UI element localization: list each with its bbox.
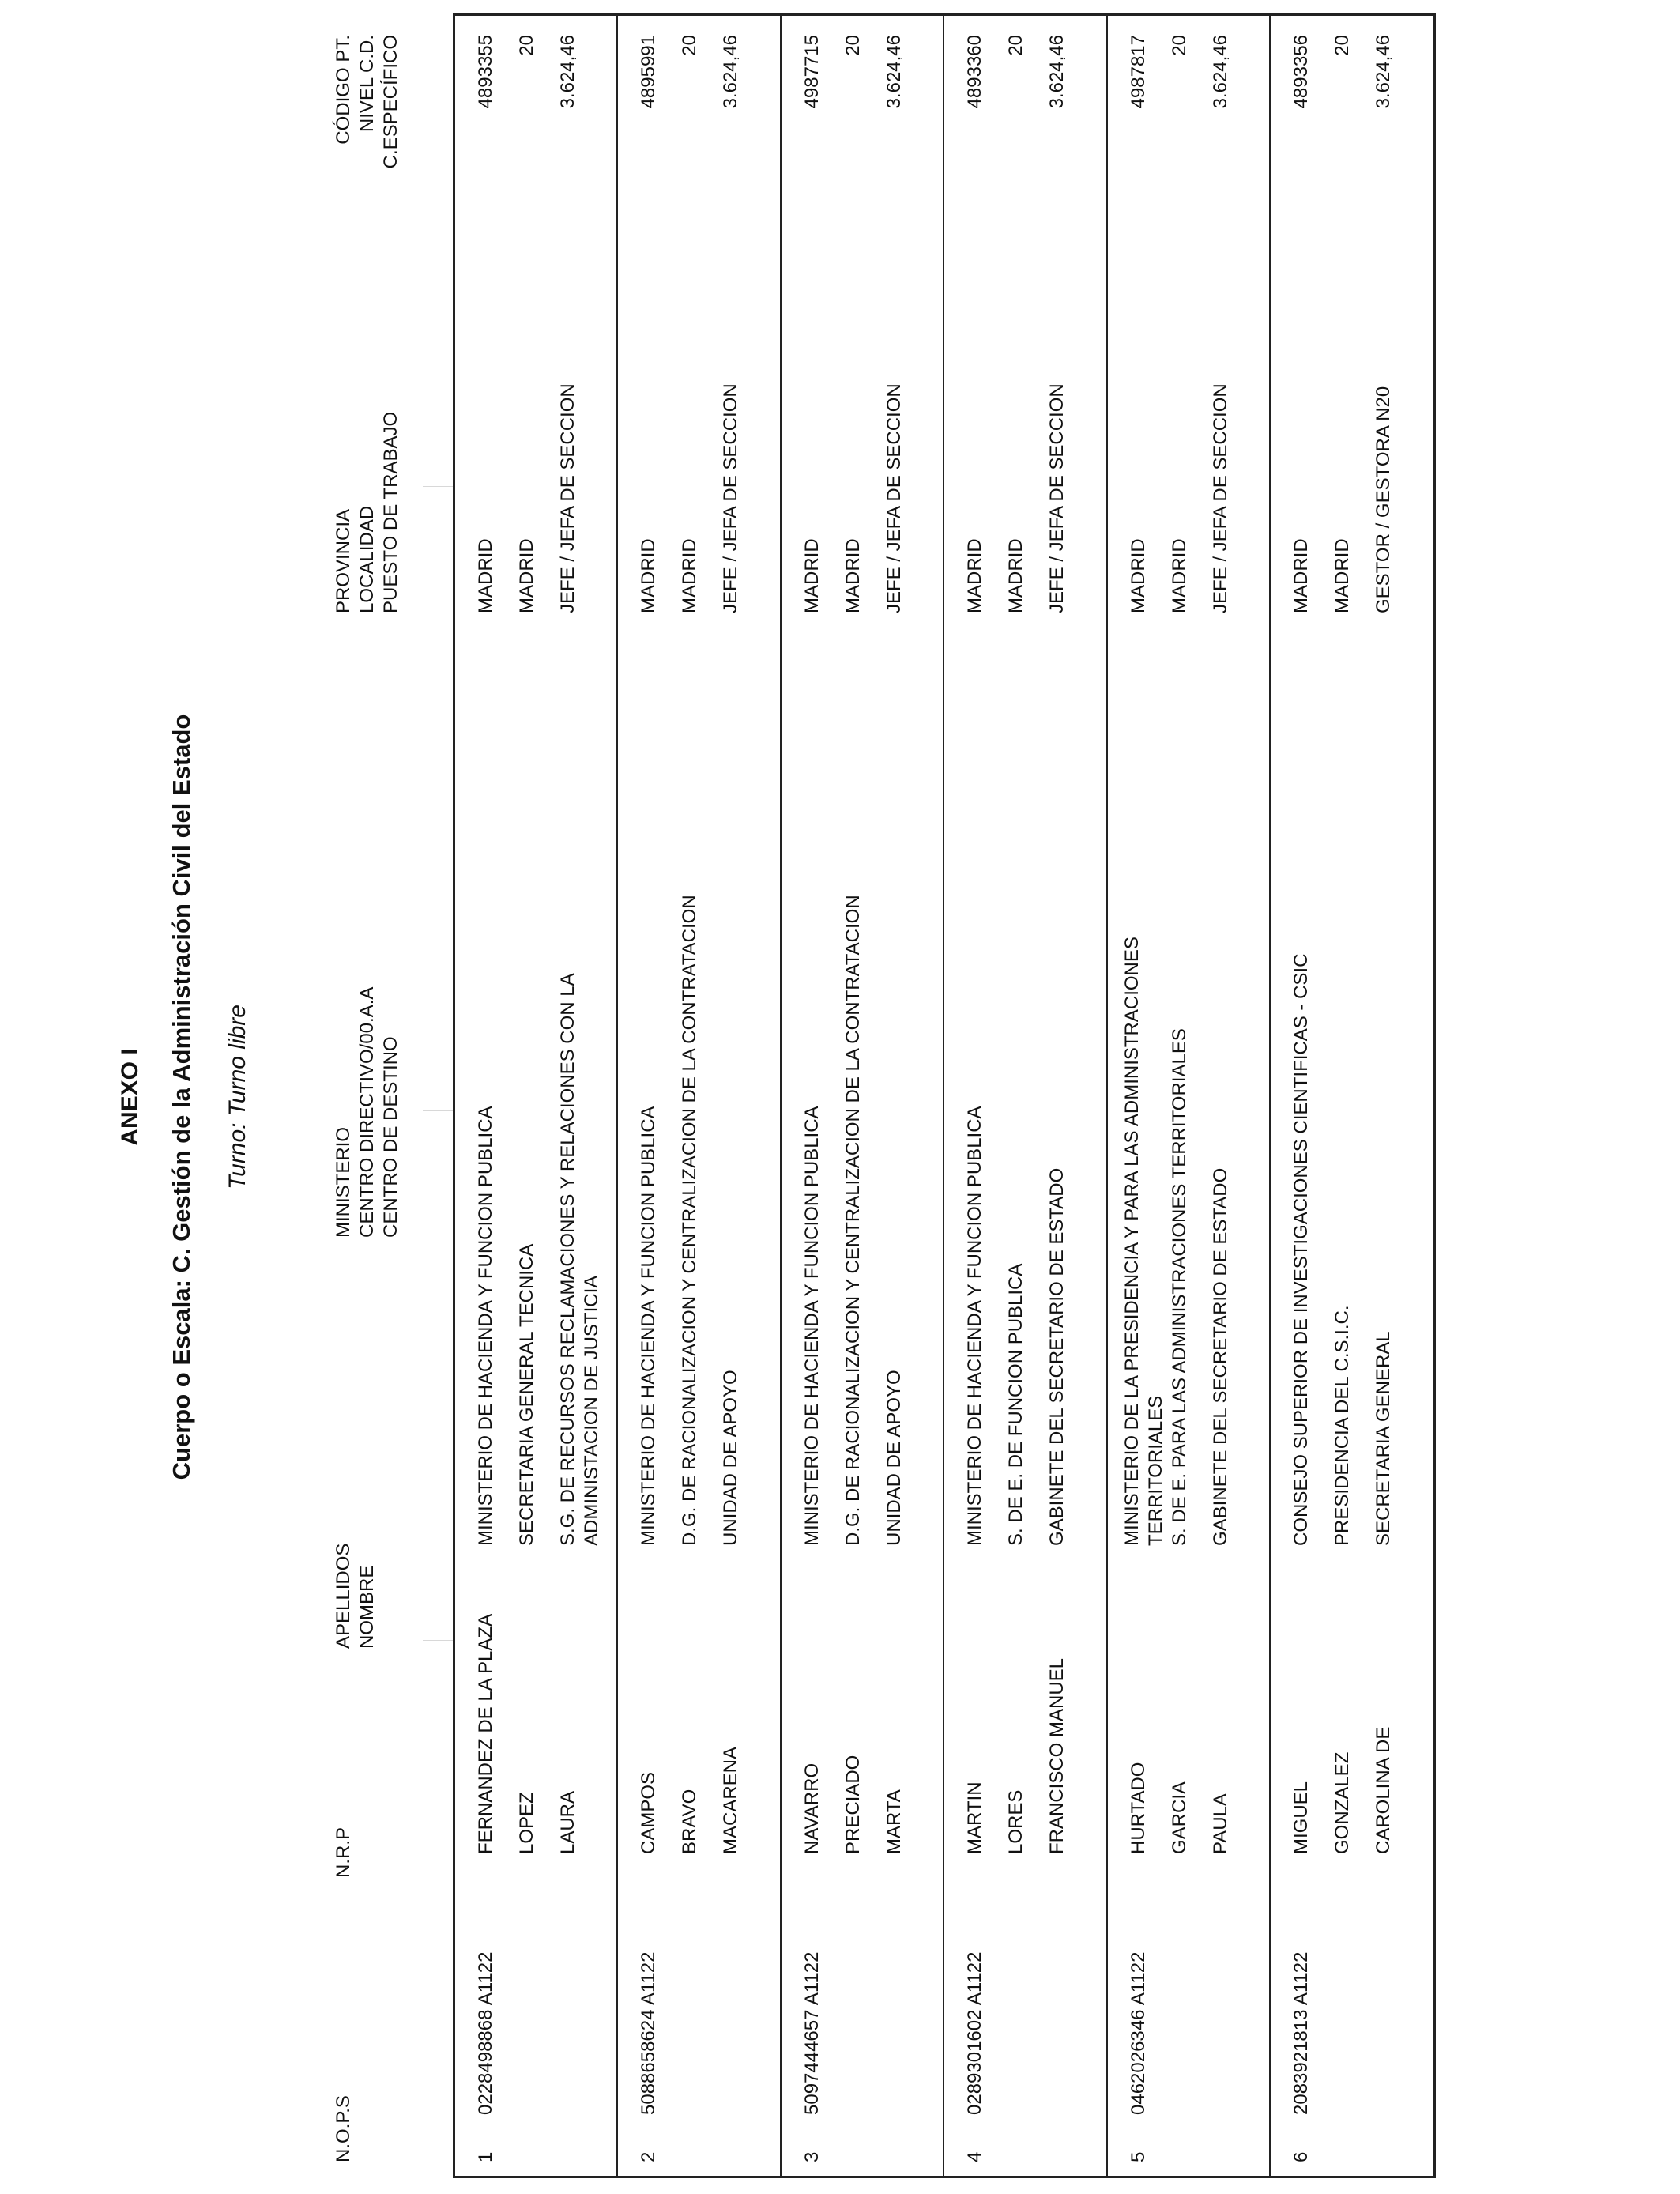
row-separator	[616, 13, 618, 2178]
header-provincia-label: PROVINCIA	[333, 508, 354, 613]
cell-localidad: MADRID	[1332, 538, 1353, 613]
turno-label: Turno: Turno libre	[224, 1005, 250, 1189]
cell-puesto: JEFE / JEFA DE SECCION	[1210, 383, 1231, 613]
header-separator	[423, 486, 454, 487]
cell-centro-destino: SECRETARIA GENERAL	[1373, 1331, 1394, 1546]
header-separator	[423, 1110, 454, 1111]
cell-nivel: 20	[1169, 35, 1190, 56]
header-apellidos: APELLIDOS	[333, 1543, 354, 1649]
cell-especifico: 3.624,46	[720, 35, 741, 109]
cell-centro-destino: GABINETE DEL SECRETARIO DE ESTADO	[1210, 1167, 1231, 1546]
cell-provincia: MADRID	[638, 538, 659, 613]
header-centro-directivo: CENTRO DIRECTIVO/00.A.A	[356, 986, 378, 1238]
header-centro-destino: CENTRO DE DESTINO	[380, 1036, 401, 1238]
cell-name-2: BRAVO	[679, 1789, 700, 1854]
cell-name-1: MARTIN	[964, 1781, 985, 1854]
cell-provincia: MADRID	[964, 538, 985, 613]
cell-name-3: PAULA	[1210, 1793, 1231, 1854]
cell-centro-directivo: S. DE E. DE FUNCION PUBLICA	[1005, 1263, 1026, 1546]
cell-nops: 6	[1290, 2151, 1312, 2162]
cell-puesto: JEFE / JEFA DE SECCION	[1046, 383, 1068, 613]
header-nombre: NOMBRE	[356, 1565, 378, 1649]
cell-nivel: 20	[1005, 35, 1026, 56]
cell-centro-destino: GABINETE DEL SECRETARIO DE ESTADO	[1046, 1167, 1068, 1546]
cell-nrp: 0289301602 A1122	[964, 1951, 985, 2115]
cell-name-2: PRECIADO	[842, 1755, 864, 1854]
cell-name-3: LAURA	[557, 1790, 578, 1854]
row-separator	[1106, 13, 1108, 2178]
cell-localidad: MADRID	[1005, 538, 1026, 613]
cell-centro-destino: UNIDAD DE APOYO	[720, 1370, 741, 1546]
cell-nivel: 20	[679, 35, 700, 56]
cell-centro-directivo: D.G. DE RACIONALIZACION Y CENTRALIZACION DE LA CONTRATACION	[679, 895, 700, 1546]
header-provincia	[332, 412, 403, 613]
cell-centro-destino: UNIDAD DE APOYO	[883, 1370, 905, 1546]
cell-puesto: JEFE / JEFA DE SECCION	[557, 383, 578, 613]
cell-name-2: LOPEZ	[516, 1792, 537, 1854]
cell-especifico: 3.624,46	[1046, 35, 1068, 109]
header-especifico: C.ESPECÍFICO	[380, 35, 401, 169]
cell-nops: 3	[801, 2151, 823, 2162]
cell-puesto: JEFE / JEFA DE SECCION	[720, 383, 741, 613]
cell-especifico: 3.624,46	[1373, 35, 1394, 109]
cell-nops: 5	[1128, 2151, 1149, 2162]
row-separator	[1269, 13, 1271, 2178]
header-ministerio-label: MINISTERIO	[333, 1126, 354, 1238]
row-separator	[780, 13, 782, 2178]
cell-name-2: GARCIA	[1169, 1781, 1190, 1854]
cell-localidad: MADRID	[1169, 538, 1190, 613]
header-codigo	[332, 35, 403, 218]
header-ministerio	[332, 987, 403, 1238]
cell-codigo: 4893355	[475, 35, 496, 109]
header-nrp: N.R.P	[333, 1826, 354, 1878]
table-left-border	[453, 2176, 1436, 2178]
cell-codigo: 4987715	[801, 35, 823, 109]
cell-centro-directivo: SECRETARIA GENERAL TECNICA	[516, 1243, 537, 1546]
cell-ministerio: MINISTERIO DE HACIENDA Y FUNCION PUBLICA	[801, 1106, 823, 1546]
cell-nrp: 0462026346 A1122	[1128, 1951, 1149, 2115]
cell-nivel: 20	[1332, 35, 1353, 56]
cell-provincia: MADRID	[1290, 538, 1312, 613]
cell-name-1: MIGUEL	[1290, 1781, 1312, 1854]
header-apellidos-nombre	[332, 1544, 379, 1649]
cell-nops: 1	[475, 2151, 496, 2162]
cell-nivel: 20	[516, 35, 537, 56]
cell-name-3: FRANCISCO MANUEL	[1046, 1657, 1068, 1854]
cell-nrp: 2083921813 A1122	[1290, 1951, 1312, 2115]
cell-nivel: 20	[842, 35, 864, 56]
cell-codigo: 4893356	[1290, 35, 1312, 109]
cell-centro-directivo: PRESIDENCIA DEL C.S.I.C.	[1332, 1305, 1353, 1546]
cell-centro-destino: S.G. DE RECURSOS RECLAMACIONES Y RELACIONES CON LA ADMINISTACION DE JUSTICIA	[557, 974, 602, 1546]
cell-localidad: MADRID	[842, 538, 864, 613]
cell-provincia: MADRID	[475, 538, 496, 613]
cell-nops: 4	[964, 2151, 985, 2162]
cell-nrp: 0228498868 A1122	[475, 1951, 496, 2115]
header-nivel: NIVEL C.D.	[356, 35, 378, 133]
row-separator	[943, 13, 944, 2178]
table-bottom-border	[1433, 13, 1436, 2178]
header-separator	[423, 1640, 454, 1641]
cell-ministerio: MINISTERIO DE HACIENDA Y FUNCION PUBLICA	[475, 1106, 496, 1546]
cell-name-3: MACARENA	[720, 1746, 741, 1854]
cell-ministerio: CONSEJO SUPERIOR DE INVESTIGACIONES CIENTIFICAS - CSIC	[1290, 953, 1312, 1546]
cell-nrp: 5097444657 A1122	[801, 1951, 823, 2115]
table-right-border	[453, 13, 1436, 16]
cell-name-2: GONZALEZ	[1332, 1751, 1353, 1854]
cell-codigo: 4893360	[964, 35, 985, 109]
cell-provincia: MADRID	[801, 538, 823, 613]
annex-title: ANEXO I	[117, 1048, 143, 1146]
cell-name-3: CAROLINA DE	[1373, 1726, 1394, 1854]
header-codigo-label: CÓDIGO PT.	[333, 35, 354, 145]
header-nops: N.O.P.S	[333, 2095, 354, 2162]
cell-codigo: 4987817	[1128, 35, 1149, 109]
cell-localidad: MADRID	[516, 538, 537, 613]
cell-name-1: CAMPOS	[638, 1771, 659, 1854]
cell-name-1: FERNANDEZ DE LA PLAZA	[475, 1613, 496, 1854]
cell-ministerio: MINISTERIO DE HACIENDA Y FUNCION PUBLICA	[638, 1106, 659, 1546]
cell-name-1: NAVARRO	[801, 1762, 823, 1854]
cell-nrp: 5088658624 A1122	[638, 1951, 659, 2115]
cell-codigo: 4895991	[638, 35, 659, 109]
body-subtitle: Cuerpo o Escala: C. Gestión de la Administración Civil del Estado	[168, 714, 195, 1480]
cell-centro-directivo: D.G. DE RACIONALIZACION Y CENTRALIZACION DE LA CONTRATACION	[842, 895, 864, 1546]
header-puesto: PUESTO DE TRABAJO	[380, 411, 401, 613]
header-localidad: LOCALIDAD	[356, 505, 378, 613]
cell-especifico: 3.624,46	[1210, 35, 1231, 109]
cell-name-3: MARTA	[883, 1789, 905, 1854]
cell-name-2: LORES	[1005, 1789, 1026, 1854]
cell-puesto: JEFE / JEFA DE SECCION	[883, 383, 905, 613]
cell-provincia: MADRID	[1128, 538, 1149, 613]
cell-ministerio: MINISTERIO DE HACIENDA Y FUNCION PUBLICA	[964, 1106, 985, 1546]
cell-localidad: MADRID	[679, 538, 700, 613]
table-top-border	[453, 13, 455, 2178]
cell-puesto: GESTOR / GESTORA N20	[1373, 386, 1394, 613]
cell-ministerio: MINISTERIO DE LA PRESIDENCIA Y PARA LAS ADMINISTRACIONES TERRITORIALES	[1121, 937, 1166, 1546]
cell-nops: 2	[638, 2151, 659, 2162]
cell-name-1: HURTADO	[1128, 1762, 1149, 1854]
cell-especifico: 3.624,46	[883, 35, 905, 109]
cell-centro-directivo: S. DE E. PARA LAS ADMINISTRACIONES TERRITORIALES	[1169, 1028, 1190, 1546]
cell-especifico: 3.624,46	[557, 35, 578, 109]
